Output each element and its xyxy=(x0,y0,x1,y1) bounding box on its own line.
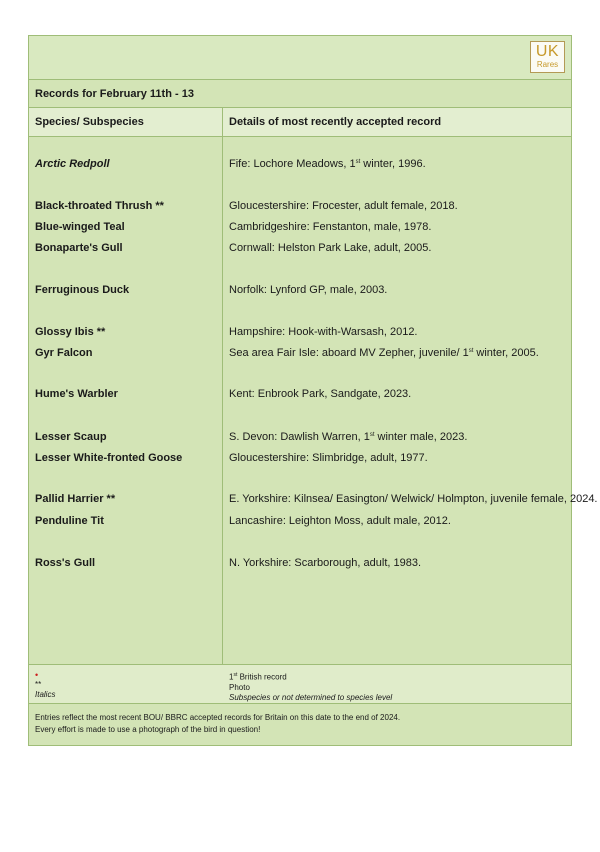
record-details: Kent: Enbrook Park, Sandgate, 2023. xyxy=(229,388,412,400)
column-header-row xyxy=(29,108,571,137)
column-divider xyxy=(222,108,223,703)
first-record-description: 1st British record xyxy=(229,672,287,682)
record-details: Cornwall: Helston Park Lake, adult, 2005. xyxy=(229,242,432,254)
record-details: N. Yorkshire: Scarborough, adult, 1983. xyxy=(229,557,422,569)
key-band xyxy=(29,664,571,704)
italics-symbol: Italics xyxy=(35,690,56,699)
photo-symbol: ** xyxy=(35,680,42,689)
species-name: Lesser Scaup xyxy=(35,431,107,443)
key-symbols xyxy=(35,670,55,700)
record-details: Hampshire: Hook-with-Warsash, 2012. xyxy=(229,326,418,338)
details-column-header: Details of most recently accepted record xyxy=(229,116,442,128)
species-name: Arctic Redpoll xyxy=(35,158,110,170)
logo-band xyxy=(29,36,571,80)
first-record-symbol: • xyxy=(35,670,39,680)
title-band xyxy=(29,80,571,108)
photo-description: Photo xyxy=(229,682,250,692)
species-name: Hume's Warbler xyxy=(35,388,118,400)
record-details: Sea area Fair Isle: aboard MV Zepher, juvenile/ 1st winter, 2005. xyxy=(229,347,539,359)
record-details: Lancashire: Leighton Moss, adult male, 2012. xyxy=(229,515,451,527)
record-details: Gloucestershire: Frocester, adult female, 2018. xyxy=(229,200,458,212)
page-title: Records for February 11th - 13 xyxy=(35,88,194,100)
species-name: Pallid Harrier ** xyxy=(35,493,116,505)
logo-rares: Rares xyxy=(536,60,559,69)
uk-rares-logo xyxy=(530,41,565,73)
species-name: Black-throated Thrush ** xyxy=(35,200,164,212)
record-details: E. Yorkshire: Kilnsea/ Easington/ Welwick/ Holmpton, juvenile female, 2024. xyxy=(229,493,598,505)
record-details: Norfolk: Lynford GP, male, 2003. xyxy=(229,284,388,296)
species-name: Gyr Falcon xyxy=(35,347,93,359)
logo-uk: UK xyxy=(535,43,560,60)
species-name: Ross's Gull xyxy=(35,557,96,569)
footer-note-1: Entries reflect the most recent BOU/ BBRC accepted records for Britain on this date to the end of 2024. xyxy=(35,713,401,722)
species-column-header: Species/ Subspecies xyxy=(35,116,144,128)
species-name: Bonaparte's Gull xyxy=(35,242,123,254)
species-name: Lesser White-fronted Goose xyxy=(35,452,183,464)
species-name: Blue-winged Teal xyxy=(35,221,125,233)
record-details: Gloucestershire: Slimbridge, adult, 1977. xyxy=(229,452,428,464)
records-sheet xyxy=(28,35,598,746)
species-name: Ferruginous Duck xyxy=(35,284,130,296)
key-descriptions xyxy=(229,670,392,703)
record-details: Cambridgeshire: Fenstanton, male, 1978. xyxy=(229,221,432,233)
footer-note-2: Every effort is made to use a photograph of the bird in question! xyxy=(35,725,261,734)
record-details: Fife: Lochore Meadows, 1st winter, 1996. xyxy=(229,158,426,170)
record-details: S. Devon: Dawlish Warren, 1st winter male, 2023. xyxy=(229,431,468,443)
species-name: Penduline Tit xyxy=(35,515,104,527)
species-name: Glossy Ibis ** xyxy=(35,326,106,338)
italics-description: Subspecies or not determined to species level xyxy=(229,692,393,702)
